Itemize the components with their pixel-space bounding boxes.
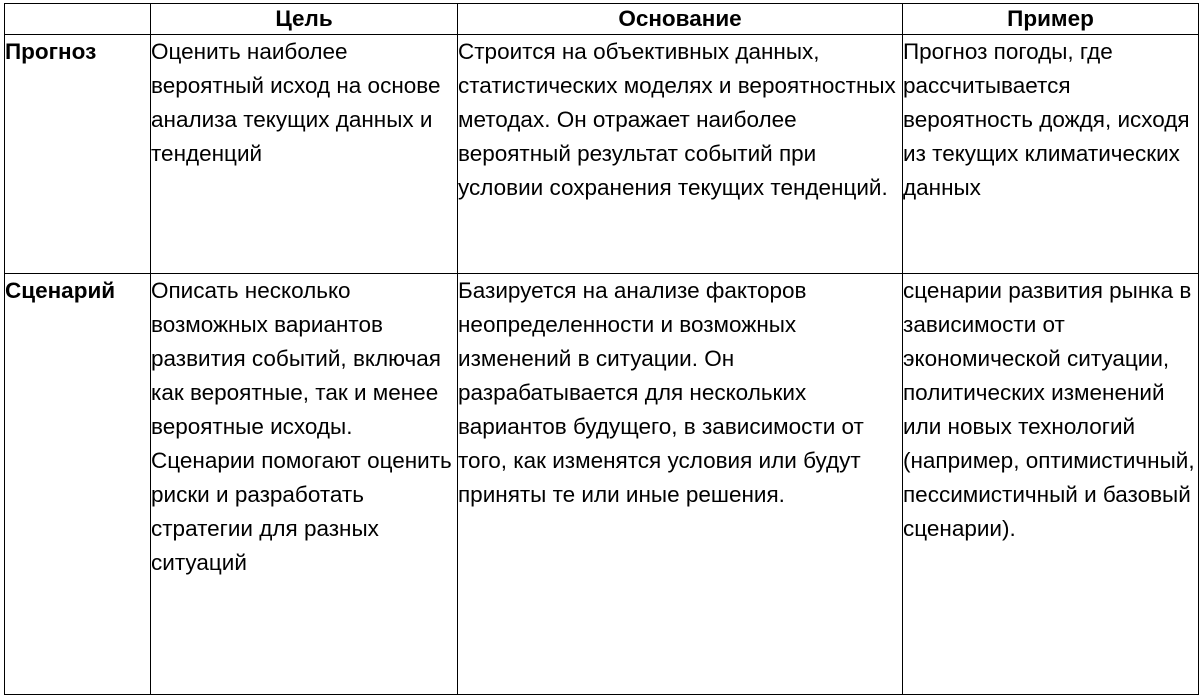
table-row [5,274,1199,695]
header-example: Пример [903,4,1199,35]
forecast-basis-cell: Строится на объективных данных, статистических моделях и вероятностных методах. Он отражает наиболее вероятный результат событий при условии сохранения текущих тенденций. [458,35,903,274]
scenario-basis-cell: Базируется на анализе факторов неопределенности и возможных изменений в ситуации. Он разрабатывается для нескольких вариантов будущего, в зависимости от того, как изменятся условия или будут приняты те или иные решения. [458,274,903,695]
scenario-goal-cell: Описать несколько возможных вариантов развития событий, включая как вероятные, так и менее вероятные исходы. Сценарии помогают оценить риски и разработать стратегии для разных ситуаций [151,274,458,695]
forecast-example-cell: Прогноз погоды, где рассчитывается вероятность дождя, исходя из текущих климатических данных [903,35,1199,274]
header-corner [5,4,151,35]
forecast-goal-cell: Оценить наиболее вероятный исход на основе анализа текущих данных и тенденций [151,35,458,274]
comparison-table [4,3,1199,695]
row-label-forecast: Прогноз [5,35,151,274]
table-row [5,35,1199,274]
scenario-example-cell: сценарии развития рынка в зависимости от экономической ситуации, политических изменений или новых технологий (например, оптимистичный, пессимистичный и базовый сценарии). [903,274,1199,695]
header-basis: Основание [458,4,903,35]
header-row [5,4,1199,35]
row-label-scenario: Сценарий [5,274,151,695]
header-goal: Цель [151,4,458,35]
